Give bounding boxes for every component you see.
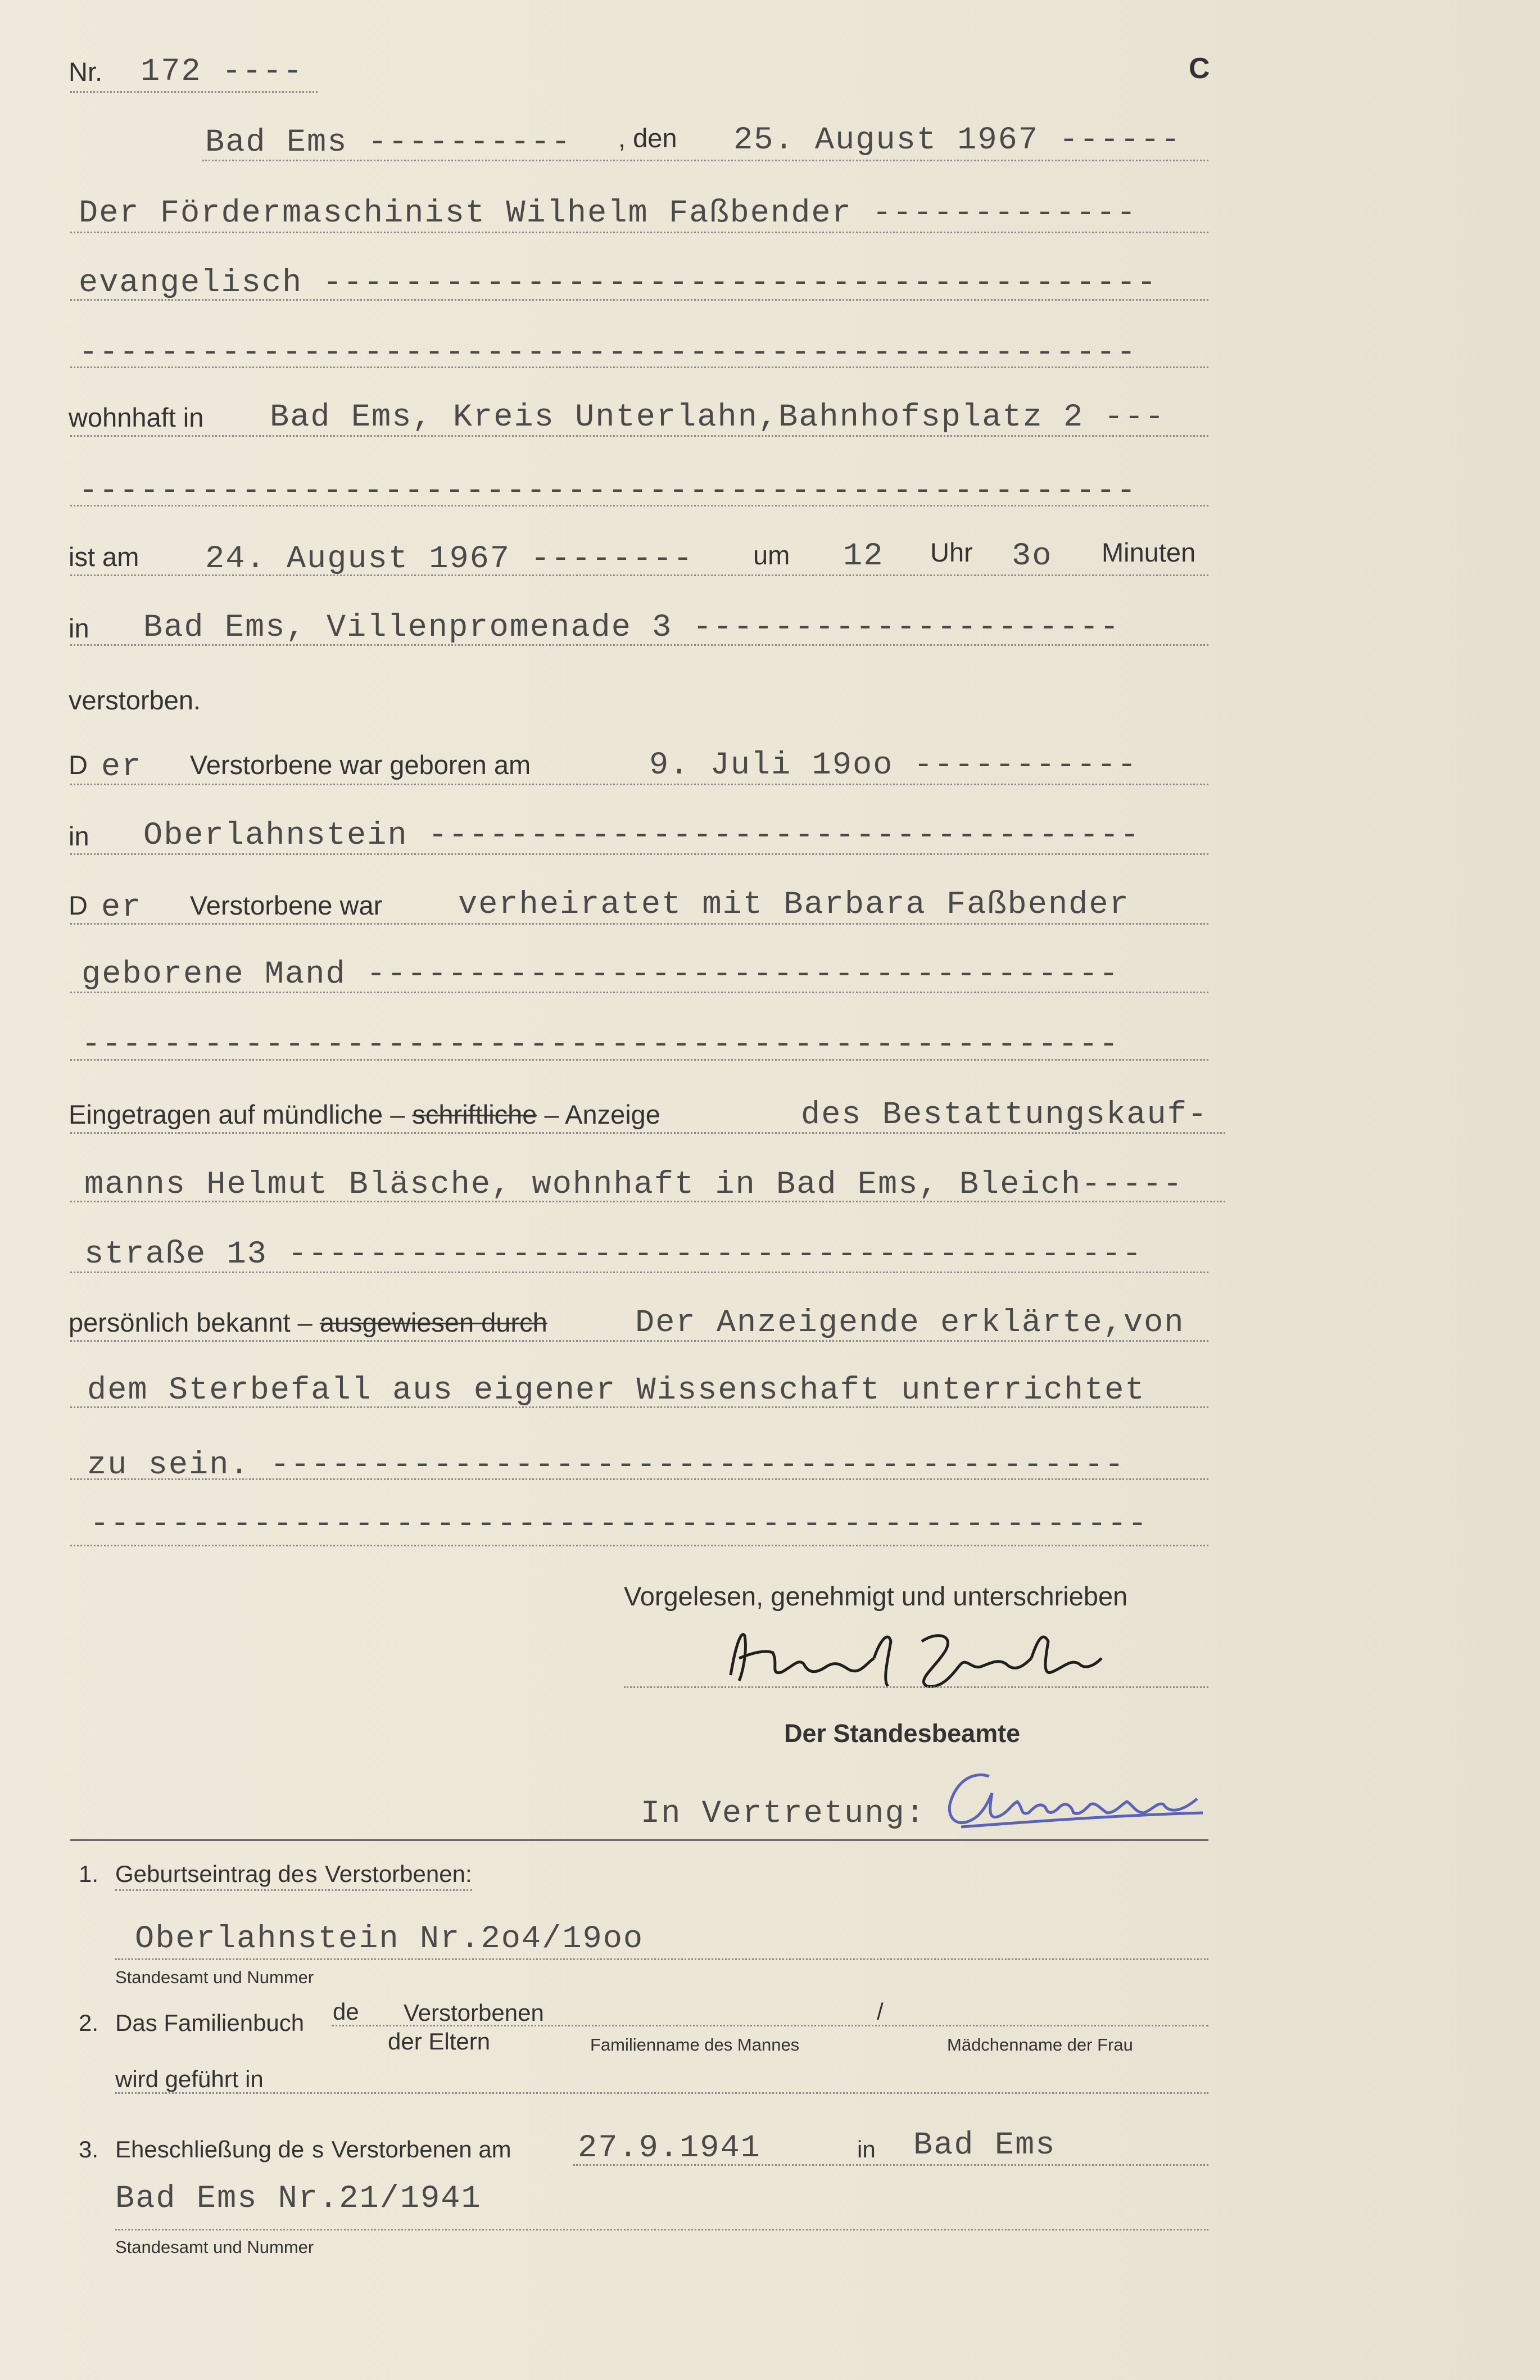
death-minutes: 3o [1012,539,1053,574]
note-3-date: 27.9.1941 [578,2130,761,2166]
uhr-label: Uhr [930,537,973,567]
birth-der-prefix: D [69,750,88,780]
note-1-label-a: Geburtseintrag de [115,1861,305,1887]
minuten-label: Minuten [1102,537,1196,567]
religion-underline [70,299,1208,301]
registration-blank-underline [70,1545,1208,1546]
death-in-label: in [69,613,89,643]
birth-place-underline [70,853,1208,855]
note-2-verstorbenen: Verstorbenen [404,1999,544,2026]
note-2-label: Das Familienbuch [115,2010,305,2036]
note-2-mann-caption: Familienname des Mannes [590,2035,800,2055]
person-name: Der Fördermaschinist Wilhelm Faßbender ------------- [79,196,1137,232]
address-underline [70,435,1208,437]
note-2-number: 2. [79,2010,99,2036]
substitute-label: In Vertretung: [641,1796,926,1832]
struck-ausgewiesen: ausgewiesen durch [319,1307,547,1337]
birth-der-suffix: er [101,749,142,785]
struck-schriftliche: schriftliche [412,1099,537,1129]
section-divider [70,1839,1208,1841]
birth-in-label: in [69,821,89,851]
ist-am-label: ist am [69,542,139,572]
birth-place: Oberlahnstein ----------------------------------- [143,818,1141,854]
spouse-born: geborene Mand ------------------------------------- [81,957,1120,993]
den-label: , den [618,123,677,153]
note-2-eltern: der Eltern [388,2028,491,2055]
known-label-text: persönlich bekannt – [69,1307,312,1337]
birth-date-underline [70,784,1208,785]
um-label: um [753,540,790,570]
note-3-place: Bad Ems [913,2128,1056,2164]
note-1-label-s: s [304,1862,319,1889]
marriage-der-suffix: er [101,890,142,926]
registration-underline-6 [70,1478,1208,1480]
note-3-label-b: Verstorbenen am [331,2136,511,2162]
signature-substitute [939,1759,1220,1838]
note-2-frau-caption: Mädchenname der Frau [947,2035,1133,2055]
marriage-der-prefix: D [69,890,88,920]
place-date-underline [202,160,1208,161]
signature-official [719,1619,1147,1698]
religion: evangelisch ----------------------------------------- [79,265,1157,301]
note-3-underline [573,2164,1208,2166]
note-1-label [115,1861,472,1891]
name-underline [70,232,1208,233]
wohnhaft-label: wohnhaft in [69,402,204,432]
marriage-label: Verstorbene war [190,890,383,920]
address: Bad Ems, Kreis Unterlahn,Bahnhofsplatz 2 --- [270,400,1166,436]
registration-underline-1 [70,1132,1225,1134]
marriage-blank-line: --------------------------------------------------- [81,1027,1120,1063]
note-2-slash: / [877,1998,884,2025]
registration-text-6: zu sein. ------------------------------------------ [87,1447,1125,1483]
signature-official-line [624,1686,1208,1688]
note-3-number: 3. [79,2136,99,2162]
death-place: Bad Ems, Villenpromenade 3 --------------------- [143,610,1120,646]
note-2-gefuehrt: wird geführt in [115,2066,264,2092]
note-1-number: 1. [79,1861,99,1887]
note-2-name-line [332,2025,1208,2026]
birth-date: 9. Juli 19oo ----------- [649,748,1138,784]
note-3-value-underline [115,2229,1208,2230]
blank-underline-2 [70,505,1208,506]
note-1-underline [115,1958,1208,1960]
note-1-caption: Standesamt und Nummer [115,1967,314,1987]
spouse-underline [70,992,1208,993]
blank-underline-1 [70,366,1208,368]
registration-text-1: des Bestattungskauf- [801,1097,1208,1133]
official-label: Der Standesbeamte [784,1719,1021,1748]
registration-underline-2 [70,1201,1225,1202]
read-approved-label: Vorgelesen, genehmigt und unterschrieben [624,1581,1128,1611]
registration-blank-line: ---------------------------------------------------- [90,1506,1148,1542]
birth-label: Verstorbene war geboren am [190,750,531,780]
note-3-value: Bad Ems Nr.21/1941 [115,2181,482,2217]
registration-underline-3 [70,1272,1208,1273]
marriage-text: verheiratet mit Barbara Faßbender [458,887,1130,923]
nr-underline [70,91,318,93]
nr-value: 172 ---- [141,54,304,90]
signature-substitute-graphic [939,1759,1220,1838]
note-1-label-b: Verstorbenen: [325,1861,472,1887]
nr-label: Nr. [69,57,103,87]
marriage-underline [70,923,1208,925]
document-date: 25. August 1967 ------ [733,123,1181,159]
signature-official-graphic [719,1619,1147,1698]
death-date: 24. August 1967 -------- [205,541,694,577]
registration-text-4: Der Anzeigende erklärte,von [635,1305,1185,1341]
registration-text-2: manns Helmut Bläsche, wohnhaft in Bad Ems, Bleich----- [84,1167,1184,1203]
registration-text-3: straße 13 ------------------------------------------ [84,1237,1143,1273]
registration-text-5: dem Sterbefall aus eigener Wissenschaft unterrichtet [87,1373,1145,1409]
note-1-value: Oberlahnstein Nr.2o4/19oo [135,1921,644,1957]
marriage-blank-underline [70,1059,1208,1061]
death-hour: 12 [843,539,884,574]
note-2-underline [115,2092,1208,2094]
blank-line-2: ---------------------------------------------------- [79,473,1137,509]
registration-label-end: – Anzeige [544,1099,660,1129]
verstorben-label: verstorben. [69,685,201,715]
death-date-underline [70,574,1208,576]
note-3-in: in [857,2136,876,2162]
note-2-de: de [333,1998,359,2025]
registration-underline-4 [70,1340,1208,1342]
death-place-underline [70,644,1208,646]
registration-label-start: Eingetragen auf mündliche – [69,1099,405,1129]
registration-underline-5 [70,1406,1208,1408]
note-3-label-a: Eheschließung de [115,2136,305,2162]
blank-line-1: ---------------------------------------------------- [79,335,1137,371]
registration-label [69,1099,660,1130]
note-3-label-s: s [310,2138,325,2165]
place-name: Bad Ems ---------- [205,125,572,161]
note-3-caption: Standesamt und Nummer [115,2237,314,2257]
known-label [69,1307,547,1338]
note-3-label [115,2136,511,2165]
corner-letter: C [1189,52,1210,85]
